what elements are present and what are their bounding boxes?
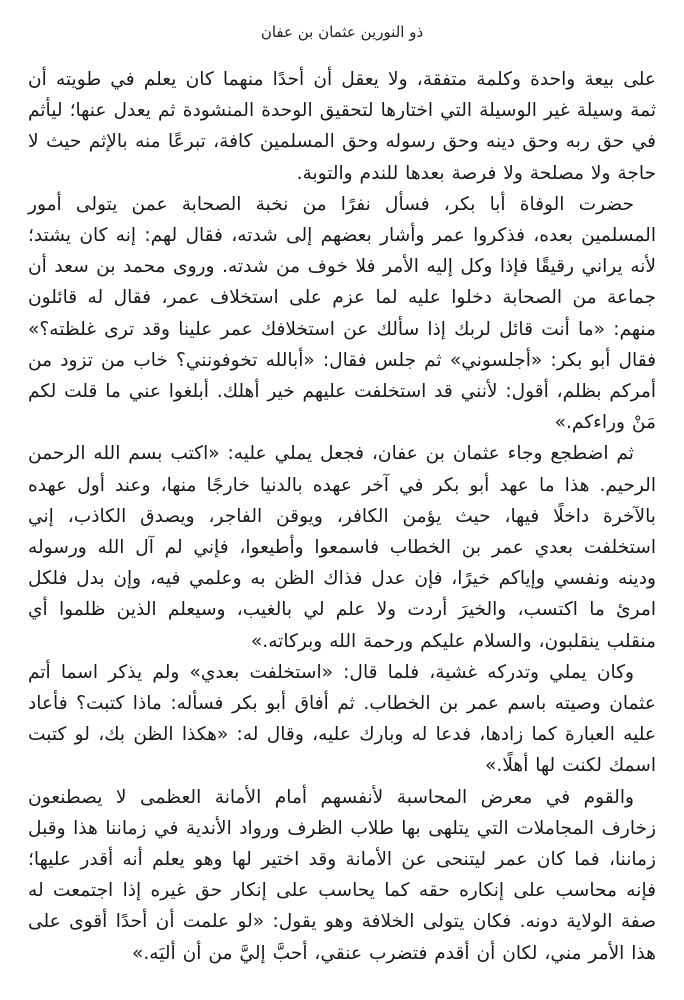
paragraph-2: حضرت الوفاة أبا بكر، فسأل نفرًا من نخبة الصحابة عمن يتولى أمور المسلمين بعده، فذكروا عمر وأشار بعضهم إلى شدته، فقال لهم: إنه كان يشتد؛ لأنه يراني رقيقًا فإذا وكل إليه الأمر فلا خوف من شدته. وروى محمد بن سعد أن جماعة من الصحابة دخلوا عليه لما عزم على استخلاف عمر، فقال له قائلون منهم: «ما أنت قائل لربك إذا سألك عن استخلافك عمر علينا وقد ترى غلظته؟» فقال أبو بكر: «أجلسوني» ثم جلس فقال: «أبالله تخوفونني؟ خاب من تزود من أمركم بظلم، أقول: لأنني قد استخلفت عليهم خير أهلك. أبلغوا عني ما قلت لكم مَنْ وراءكم.» [28, 193, 656, 434]
paragraph-4: وكان يملي وتدركه غشية، فلما قال: «استخلفت بعدي» ولم يذكر اسما أتم عثمان وصيته باسم عمر بن الخطاب. ثم أفاق أبو بكر فسأله: ماذا كتبت؟ فأعاد عليه العبارة كما زادها، فدعا له وبارك عليه، وقال له: «هكذا الظن بك، لو كتبت اسمك لكنت لها أهلًا.» [28, 661, 656, 777]
running-header: ذو النورين عثمان بن عفان [260, 23, 424, 41]
paragraph-5: والقوم في معرض المحاسبة لأنفسهم أمام الأمانة العظمى لا يصطنعون زخارف المجاملات التي يتلهى بها طلاب الظرف ورواد الأندية في زماننا هذا وقبل زماننا، فما كان عمر ليتنحى عن الأمانة وقد اختير لها وهو يعلم أنه أقدر عليها؛ فإنه محاسب على إنكاره حقه كما يحاسب على إنكار حق غيره إذا اجتمعت له صفة الولاية دونه. فكان يتولى الخلافة وهو يقول: «لو علمت أن أحدًا أقوى على هذا الأمر مني، لكان أن أقدم فتضرب عنقي، أحبَّ إليَّ من أن أليَه.» [28, 786, 656, 964]
paragraph-3: ثم اضطجع وجاء عثمان بن عفان، فجعل يملي عليه: «اكتب بسم الله الرحمن الرحيم. هذا ما عهد أبو بكر في آخر عهده بالدنيا خارجًا منها، وعند أول عهده بالآخرة داخلًا فيها، حيث يؤمن الكافر، ويوقن الفاجر، ويصدق الكاذب، إني استخلفت بعدي عمر بن الخطاب فاسمعوا وأطيعوا، فإني لم آل الله ورسوله ودينه ونفسي وإياكم خيرًا، فإن عدل فذاك الظن به وعلمي فيه، وإن بدل فلكل امرئ ما اكتسب، والخيرَ أردت ولا علم لي بالغيب، وسيعلم الذين ظلموا أي منقلب ينقلبون، والسلام عليكم ورحمة الله وبركاته.» [28, 443, 656, 652]
paragraph-1: على بيعة واحدة وكلمة متفقة، ولا يعقل أن أحدًا منهما كان يعلم في طويته أن ثمة وسيلة غير الوسيلة التي اختارها لتحقيق الوحدة المنشودة ثم يعدل عنها؛ ليأثم في حق ربه وحق دينه وحق رسوله وحق المسلمين كافة، تبرعًا منه بالإثم حيث لا حاجة ولا مصلحة ولا فرصة بعدها للندم والتوبة. [28, 69, 656, 184]
body-text [28, 64, 656, 969]
